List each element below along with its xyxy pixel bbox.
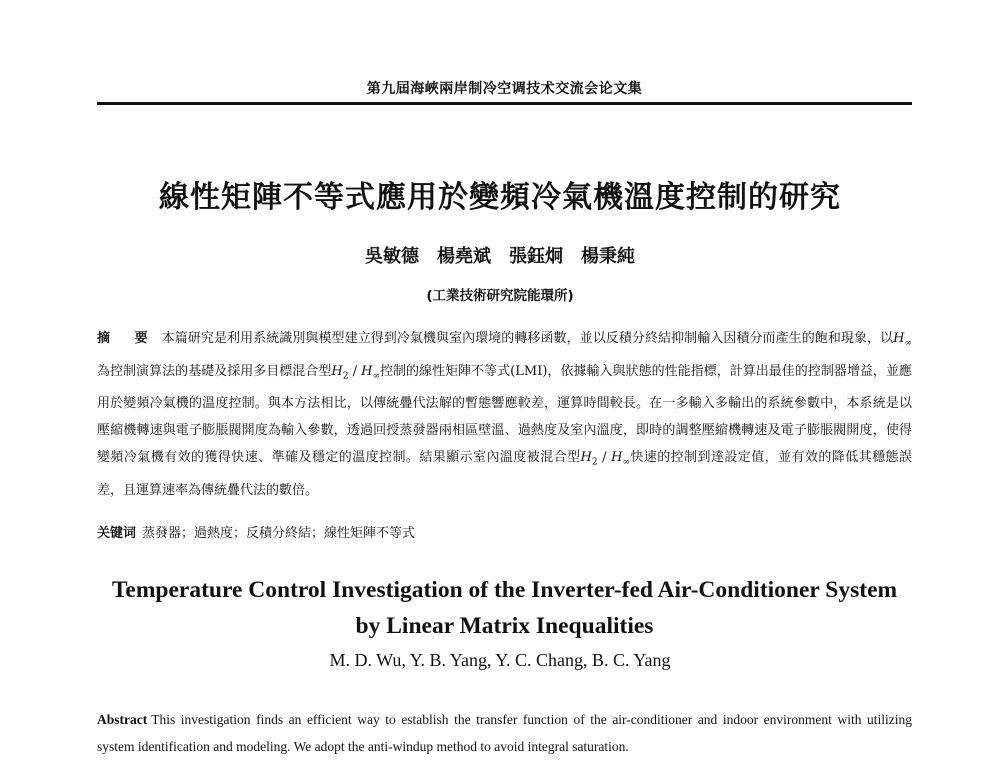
math-sub-2: 2 (591, 457, 598, 468)
abstract-zh-text-1: 本篇研究是利用系統識別與模型建立得到冷氣機與室內環境的轉移函數，並以反積分終結抑制輸入因積分而產生的飽和現象，以 (161, 331, 894, 346)
abstract-zh (97, 325, 912, 504)
math-h2: H (331, 363, 343, 379)
abstract-en-label: Abstract (97, 712, 148, 727)
math-sub-inf: ∞ (904, 338, 912, 349)
paper-title-en: Temperature Control Investigation of the Inverter-fed Air-Conditioner System by Linear Matrix Inequalities (111, 577, 898, 639)
math-h-inf: H (361, 363, 373, 379)
keywords-list: 蒸發器；過熱度；反積分終結；線性矩陣不等式 (142, 526, 416, 541)
abstract-en-text: This investigation finds an efficient way to establish the transfer function of the air-conditioner and indoor environment with utilizing system identification and modeling. We adopt the anti-windup method to avoid integral saturation. (97, 712, 912, 754)
affiliation-zh: (工業技術研究院能環所) (426, 288, 574, 304)
math-h-inf: H (611, 450, 623, 466)
math-sub-inf: ∞ (622, 457, 630, 468)
math-slash: / (597, 450, 612, 466)
authors-zh: 吳敏德 楊堯斌 張鈺炯 楊秉純 (365, 246, 635, 267)
proceedings-header: 第九屆海峽兩岸制冷空调技术交流会论文集 (366, 81, 643, 97)
paper-title-zh: 線性矩陣不等式應用於變頻冷氣機溫度控制的研究 (159, 180, 841, 215)
math-h: H (893, 331, 905, 346)
authors-en: M. D. Wu, Y. B. Yang, Y. C. Chang, B. C. Yang (329, 650, 671, 670)
abstract-zh-text-2: 為控制演算法的基礎及採用多目標混合型 (97, 363, 332, 379)
abstract-en (97, 706, 912, 760)
math-h2: H (580, 450, 592, 466)
math-slash: / (348, 363, 362, 379)
abstract-zh-label: 摘 要 (97, 331, 158, 346)
math-sub-inf: ∞ (372, 371, 380, 382)
keywords-zh (97, 522, 912, 541)
abstract-zh-text-3: 控制的線性矩陣不等式(LMI)，依據輸入與狀態的性能指標，計算出最佳的控制器增益，並應用於變頻冷氣機的溫度控制。與本方法相比，以傳統疊代法解的暫態響應較差，運算時間較長。在一多輸入多輸出的系統參數中，本系統是以壓縮機轉速與電子膨脹閥開度為輸入參數，透過回授蒸發器兩相區壁溫、過熱度及室內溫度，即時的調整壓縮機轉速及電子膨脹閥開度，使得變頻冷氣機有效的獲得快速、準確及穩定的溫度控制。結果顯示室內溫度被混合型 (97, 363, 912, 466)
abstract-zh-text-4: 快速的控制到達設定值，並有效的降低其穩態誤差，且運算速率為傳統疊代法的數倍。 (97, 450, 912, 498)
math-sub-2: 2 (342, 371, 349, 382)
keywords-label: 关键词 (97, 526, 137, 541)
header-rule (97, 102, 912, 105)
